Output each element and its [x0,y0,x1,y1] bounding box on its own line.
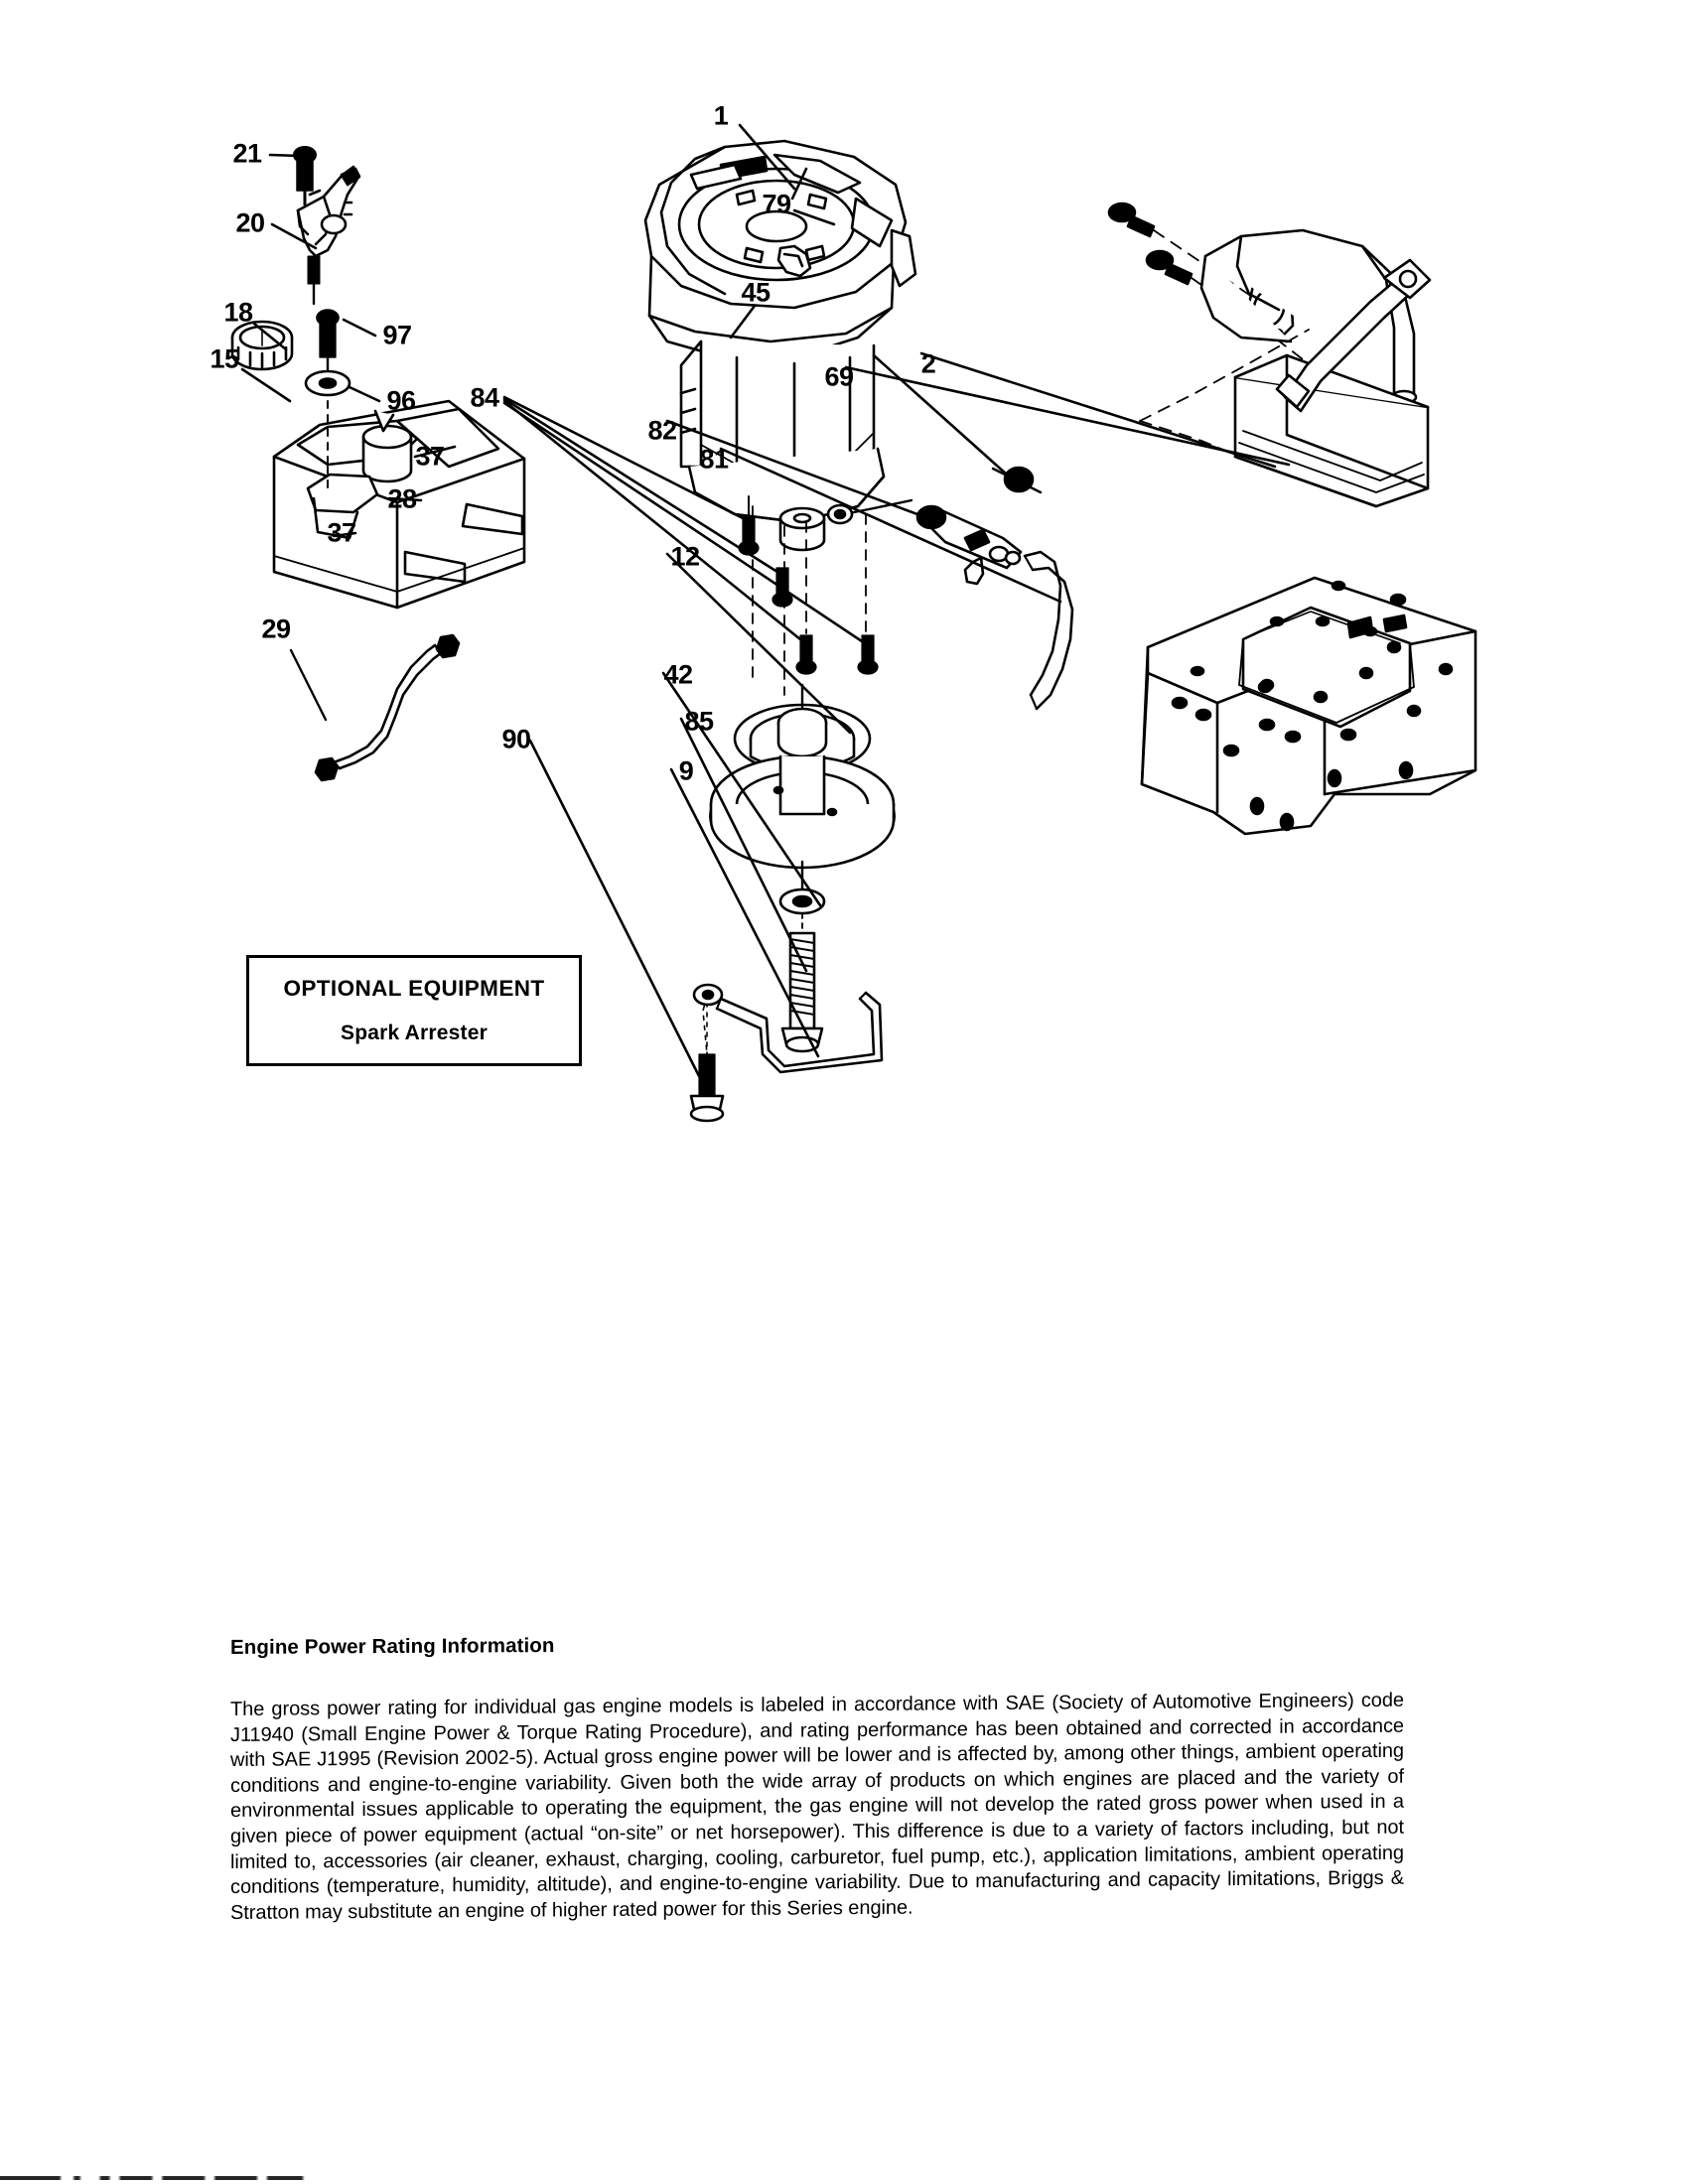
callout-engine-mounting-bolts: 84 [470,382,499,413]
callout-engine-assembly: 1 [713,100,729,131]
leader-21 [270,155,300,156]
nut-part [993,468,1041,492]
callout-nut: 45 [741,277,771,308]
callout-washer: 42 [663,659,693,690]
scan-edge-artifact [0,2176,328,2180]
callout-fuel-hose: 81 [699,444,729,475]
callout-engine-rod: 9 [678,755,694,786]
callout-screw: 97 [382,320,412,350]
leader-29 [291,650,326,720]
muffler-part [1201,230,1430,506]
callout-fuel-line: 28 [387,483,417,514]
engine-pulley-part [711,685,894,891]
callout-washer: 96 [386,385,416,416]
callout-optional-equipment-callout: 29 [261,614,291,644]
optional-equipment-subtitle: Spark Arrester [341,1022,488,1044]
callout-throttle-control-bracket: 20 [235,207,265,238]
throttle-control-part [294,147,359,304]
callout-screw: 90 [501,724,531,754]
callout-fuel-cap: 18 [223,297,253,328]
fuel-line-part [316,635,459,780]
leader-15 [242,369,290,401]
callout-muffler: 2 [920,348,936,379]
leader-97 [344,320,375,336]
engine-base-plate-part [1142,578,1475,834]
callout-muffler-screw: 79 [762,189,791,219]
power-rating-body: The gross power rating for individual gas engine models is labeled in accordance with SAE (Society of Automotive Engineers) code J11940 (Small Engine Power & Torque Rating Procedure), and rating performance has been obtained and corrected in accordance with SAE J1995 (Revision 2002-5). Actual gross engine power will be lower and is affected by, among other things, ambient operating conditions and engine-to-engine variability. Given both the wide array of products on which engines are placed and the variety of environmental issues applicable to operating the equipment, the gas engine will not develop the rated gross power when used in a given piece of power equipment (actual “on-site” or net horsepower). This difference is due to a variety of factors including, but not limited to, accessories (air cleaner, exhaust, charging, cooling, carburetor, fuel pump, etc.), application limitations, ambient operating conditions (temperature, humidity, altitude), and engine-to-engine variability. Due to manufacturing and capacity limitations, Briggs & Stratton may substitute an engine of higher rated power for this Series engine. [230,1689,1404,1924]
leader-96 [350,387,379,401]
callout-hose-clamp-lower: 37 [327,517,356,548]
callout-fuel-tank: 15 [210,343,239,374]
leader-69 [846,367,1289,465]
callout-throttle-screw: 21 [232,138,262,169]
optional-equipment-box [246,955,582,1066]
callout-fuel-shutoff-valve: 82 [647,415,677,446]
callout-hose-clamp-upper: 37 [415,441,445,472]
optional-equipment-title: OPTIONAL EQUIPMENT [283,976,545,1001]
power-rating-heading: Engine Power Rating Information [230,1634,555,1659]
callout-pulley-bolt: 85 [684,706,714,737]
screw-90-part [691,1003,723,1121]
leader-45-label [731,306,755,338]
callout-engine-pulley: 12 [670,541,700,572]
callout-exhaust-gasket: 69 [824,361,854,392]
fuel-valve-part [917,506,1072,709]
engine-power-rating-section [230,1636,1404,1926]
